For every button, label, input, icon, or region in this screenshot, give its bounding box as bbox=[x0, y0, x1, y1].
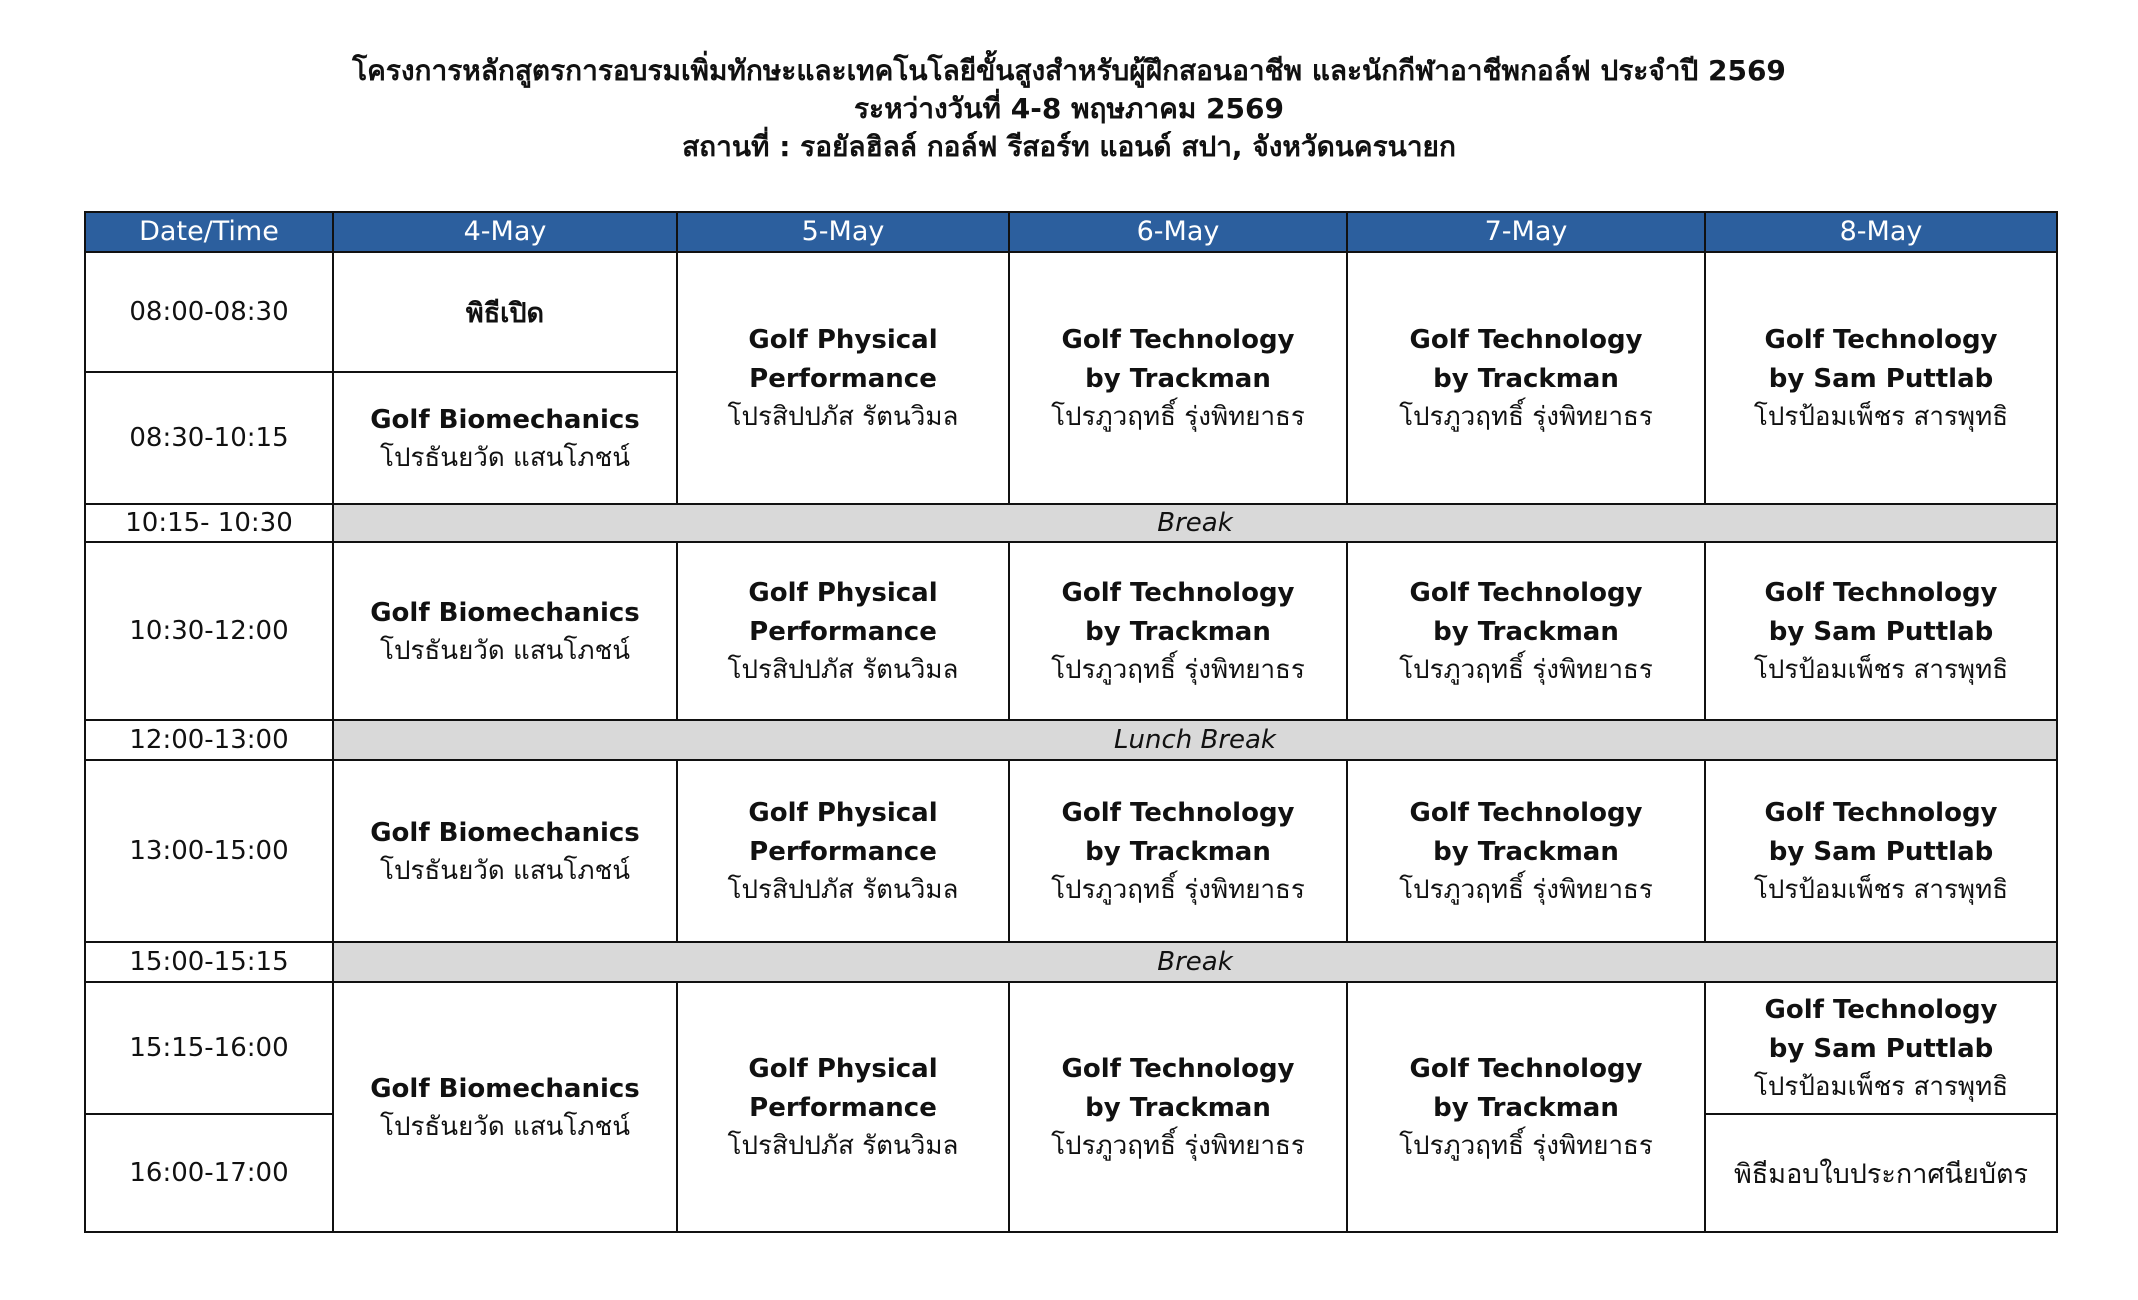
session-cell bbox=[677, 252, 1009, 504]
session-instructor: โปรภูวฤทธิ์ รุ่งพิทยาธร bbox=[1399, 402, 1653, 432]
schedule-table bbox=[84, 211, 2058, 1233]
session-cell bbox=[1009, 760, 1347, 942]
session-cell bbox=[1705, 760, 2057, 942]
time-slot: 15:15-16:00 bbox=[85, 982, 333, 1114]
session-title: by Trackman bbox=[1433, 1093, 1619, 1123]
session-instructor: โปรภูวฤทธิ์ รุ่งพิทยาธร bbox=[1051, 655, 1305, 685]
session-cell bbox=[1009, 542, 1347, 720]
session-title: by Sam Puttlab bbox=[1768, 617, 1994, 647]
session-title: by Trackman bbox=[1433, 837, 1619, 867]
session-title: Golf Biomechanics bbox=[370, 404, 640, 435]
session-instructor: โปรภูวฤทธิ์ รุ่งพิทยาธร bbox=[1399, 1131, 1653, 1161]
time-slot: 13:00-15:00 bbox=[85, 760, 333, 942]
session-cell bbox=[1705, 252, 2057, 504]
program-venue: สถานที่ : รอยัลฮิลล์ กอล์ฟ รีสอร์ท แอนด์ สปา, จังหวัดนครนายก bbox=[682, 130, 1456, 163]
session-title: by Trackman bbox=[1085, 364, 1271, 394]
session-title: Golf Biomechanics bbox=[370, 597, 640, 628]
col-header-5-may: 5-May bbox=[677, 212, 1009, 252]
session-cell bbox=[677, 542, 1009, 720]
session-title: Performance bbox=[749, 364, 937, 394]
break-cell: Break bbox=[333, 504, 2057, 542]
session-cell bbox=[1347, 542, 1705, 720]
header-row bbox=[85, 212, 2057, 252]
time-slot: 08:00-08:30 bbox=[85, 252, 333, 372]
session-title: by Trackman bbox=[1433, 617, 1619, 647]
session-instructor: โปรธันยวัด แสนโภชน์ bbox=[380, 855, 630, 886]
session-title: Golf Technology bbox=[1061, 325, 1295, 355]
session-title: by Sam Puttlab bbox=[1768, 837, 1994, 867]
session-cell bbox=[333, 982, 677, 1232]
session-title: by Trackman bbox=[1085, 617, 1271, 647]
col-header-8-may: 8-May bbox=[1705, 212, 2057, 252]
session-title: Golf Technology bbox=[1764, 995, 1998, 1025]
session-cell bbox=[333, 372, 677, 504]
session-title: Golf Technology bbox=[1409, 578, 1643, 608]
session-instructor: โปรธันยวัด แสนโภชน์ bbox=[380, 635, 630, 666]
session-instructor: โปรป้อมเพ็ชร สารพุทธิ bbox=[1753, 1072, 2009, 1102]
session-title: by Sam Puttlab bbox=[1768, 364, 1994, 394]
session-cell bbox=[1347, 982, 1705, 1232]
session-title: Performance bbox=[749, 617, 937, 647]
session-title: by Trackman bbox=[1085, 1093, 1271, 1123]
time-slot: 12:00-13:00 bbox=[85, 720, 333, 760]
table-row bbox=[85, 542, 2057, 720]
col-header-4-may: 4-May bbox=[333, 212, 677, 252]
col-header-7-may: 7-May bbox=[1347, 212, 1705, 252]
time-slot: 15:00-15:15 bbox=[85, 942, 333, 982]
session-instructor: โปรภูวฤทธิ์ รุ่งพิทยาธร bbox=[1051, 402, 1305, 432]
session-title: Golf Biomechanics bbox=[370, 1073, 640, 1104]
time-slot: 10:30-12:00 bbox=[85, 542, 333, 720]
session-instructor: โปรภูวฤทธิ์ รุ่งพิทยาธร bbox=[1051, 875, 1305, 905]
table-row bbox=[85, 252, 2057, 372]
session-instructor: โปรธันยวัด แสนโภชน์ bbox=[380, 1111, 630, 1142]
lunch-break-cell: Lunch Break bbox=[333, 720, 2057, 760]
time-slot: 16:00-17:00 bbox=[85, 1114, 333, 1232]
session-title: Golf Physical bbox=[748, 325, 938, 355]
table-row bbox=[85, 720, 2057, 760]
closing-ceremony-cell bbox=[1705, 1114, 2057, 1232]
session-instructor: โปรสิปปภัส รัตนวิมล bbox=[727, 655, 959, 685]
session-cell bbox=[1009, 982, 1347, 1232]
table-row bbox=[85, 982, 2057, 1114]
session-title: Golf Physical bbox=[748, 798, 938, 828]
session-cell bbox=[1009, 252, 1347, 504]
program-title: โครงการหลักสูตรการอบรมเพิ่มทักษะและเทคโนโลยีขั้นสูงสำหรับผู้ฝึกสอนอาชีพ และนักกีฬาอาชีพกอล์ฟ ประจำปี 2569 bbox=[352, 54, 1786, 87]
col-header-datetime: Date/Time bbox=[85, 212, 333, 252]
table-row bbox=[85, 760, 2057, 942]
session-title: by Trackman bbox=[1433, 364, 1619, 394]
session-title: Golf Technology bbox=[1409, 1054, 1643, 1084]
session-title: Performance bbox=[749, 1093, 937, 1123]
col-header-6-may: 6-May bbox=[1009, 212, 1347, 252]
session-instructor: โปรภูวฤทธิ์ รุ่งพิทยาธร bbox=[1399, 655, 1653, 685]
session-instructor: โปรสิปปภัส รัตนวิมล bbox=[727, 1131, 959, 1161]
session-cell bbox=[1705, 982, 2057, 1114]
session-instructor: โปรสิปปภัส รัตนวิมล bbox=[727, 402, 959, 432]
session-title: Golf Biomechanics bbox=[370, 817, 640, 848]
session-title: Golf Technology bbox=[1061, 1054, 1295, 1084]
session-instructor: โปรธันยวัด แสนโภชน์ bbox=[380, 442, 630, 473]
session-cell bbox=[677, 982, 1009, 1232]
session-instructor: โปรป้อมเพ็ชร สารพุทธิ bbox=[1753, 402, 2009, 432]
session-title: Performance bbox=[749, 837, 937, 867]
session-cell bbox=[1705, 542, 2057, 720]
time-slot: 08:30-10:15 bbox=[85, 372, 333, 504]
break-cell: Break bbox=[333, 942, 2057, 982]
session-title: Golf Technology bbox=[1764, 578, 1998, 608]
session-cell bbox=[1347, 252, 1705, 504]
session-instructor: โปรสิปปภัส รัตนวิมล bbox=[727, 875, 959, 905]
session-instructor: โปรภูวฤทธิ์ รุ่งพิทยาธร bbox=[1051, 1131, 1305, 1161]
session-title: Golf Technology bbox=[1764, 325, 1998, 355]
session-title: Golf Technology bbox=[1061, 798, 1295, 828]
session-title: Golf Technology bbox=[1409, 798, 1643, 828]
table-row bbox=[85, 504, 2057, 542]
session-instructor: โปรป้อมเพ็ชร สารพุทธิ bbox=[1753, 875, 2009, 905]
session-title: Golf Technology bbox=[1764, 798, 1998, 828]
time-slot: 10:15- 10:30 bbox=[85, 504, 333, 542]
opening-ceremony-cell bbox=[333, 252, 677, 372]
session-title: Golf Physical bbox=[748, 1054, 938, 1084]
session-title: Golf Physical bbox=[748, 578, 938, 608]
session-cell bbox=[677, 760, 1009, 942]
opening-ceremony: พิธีเปิด bbox=[465, 297, 545, 329]
program-dates: ระหว่างวันที่ 4-8 พฤษภาคม 2569 bbox=[854, 92, 1284, 125]
session-title: by Sam Puttlab bbox=[1768, 1034, 1994, 1064]
session-cell bbox=[333, 542, 677, 720]
session-instructor: โปรป้อมเพ็ชร สารพุทธิ bbox=[1753, 655, 2009, 685]
session-title: by Trackman bbox=[1085, 837, 1271, 867]
certificate-ceremony: พิธีมอบใบประกาศนียบัตร bbox=[1734, 1158, 2028, 1190]
schedule-header bbox=[0, 52, 2138, 166]
session-cell bbox=[333, 760, 677, 942]
table-row bbox=[85, 942, 2057, 982]
session-instructor: โปรภูวฤทธิ์ รุ่งพิทยาธร bbox=[1399, 875, 1653, 905]
session-cell bbox=[1347, 760, 1705, 942]
session-title: Golf Technology bbox=[1061, 578, 1295, 608]
session-title: Golf Technology bbox=[1409, 325, 1643, 355]
